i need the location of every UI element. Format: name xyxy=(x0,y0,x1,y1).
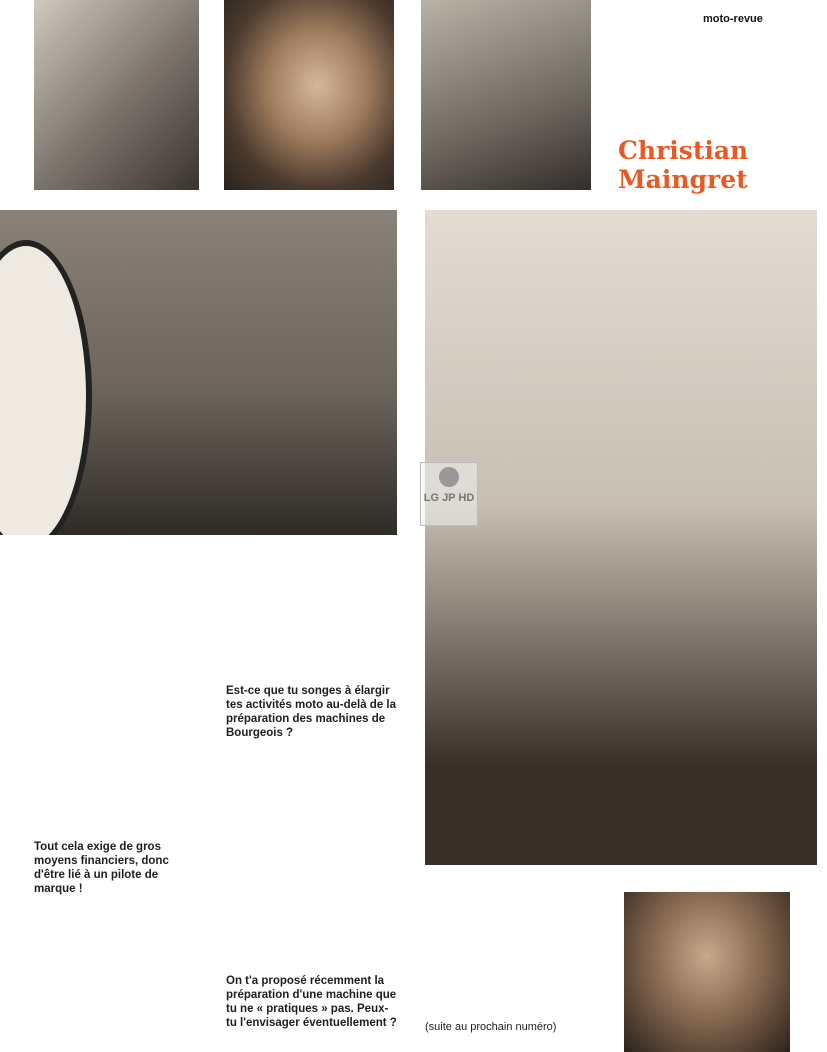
text-column-2 xyxy=(226,550,398,1032)
photo-tool-wall xyxy=(0,210,397,535)
photo-portrait-smiling xyxy=(224,0,394,190)
article-title xyxy=(618,136,748,194)
text-column-1 xyxy=(34,550,202,898)
title-line-2: Maingret xyxy=(618,165,748,194)
photo-portrait-close xyxy=(624,892,790,1052)
watermark-logo: LG JP HD xyxy=(420,462,478,526)
text-column-3 xyxy=(425,888,597,1034)
photo-reading-plans xyxy=(425,210,817,865)
question-2: Est-ce que tu songes à élargir tes activités moto au-delà de la préparation des machines de Bourgeois ? xyxy=(226,685,397,739)
photo-measuring-cylinder xyxy=(421,0,591,190)
question-3: On t'a proposé récemment la préparation d'une machine que tu ne « pratiques » pas. Peux-tu l'envisager éventuellement ? xyxy=(226,975,397,1029)
magazine-name: moto-revue xyxy=(703,13,763,25)
title-line-1: Christian xyxy=(618,136,749,165)
photo-mechanic-at-bench xyxy=(34,0,199,190)
dial-gauge xyxy=(0,240,92,535)
portrait-icon xyxy=(439,467,459,487)
question-1: Tout cela exige de gros moyens financiers, donc d'être lié à un pilote de marque ! xyxy=(34,841,169,895)
continuation-note: (suite au prochain numéro) xyxy=(425,1021,557,1033)
